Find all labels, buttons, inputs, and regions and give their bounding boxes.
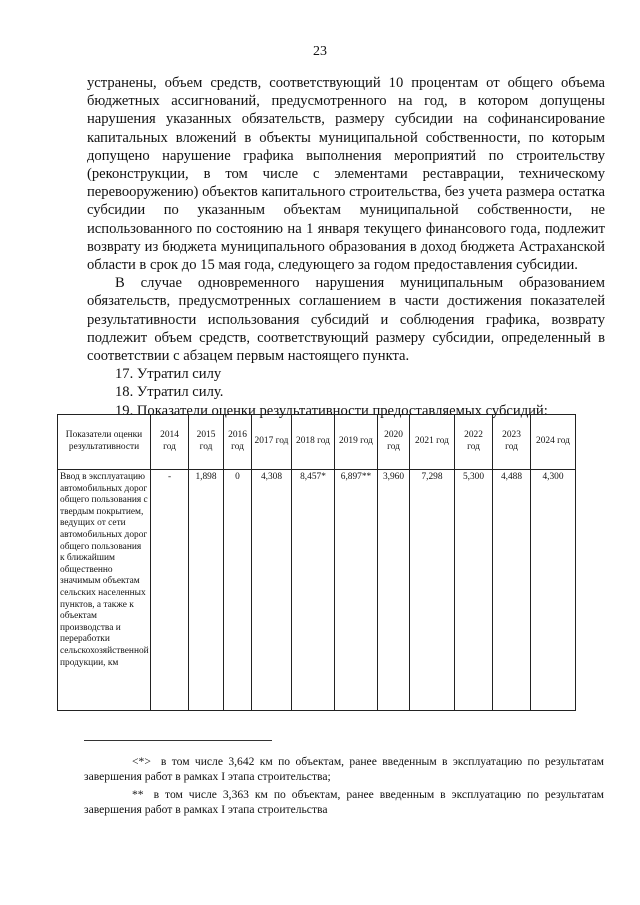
value-cell: - bbox=[151, 470, 189, 711]
footnote bbox=[84, 754, 604, 785]
header-year: 2023 год bbox=[493, 415, 531, 470]
value-cell: 8,457* bbox=[292, 470, 335, 711]
footnotes bbox=[84, 754, 604, 818]
header-year: 2017 год bbox=[252, 415, 292, 470]
footnote-mark: <*> bbox=[132, 755, 151, 768]
footnote bbox=[84, 787, 604, 818]
value-cell: 3,960 bbox=[378, 470, 410, 711]
value-cell: 6,897** bbox=[335, 470, 378, 711]
item-18: 18. Утратил силу. bbox=[115, 384, 224, 401]
item-17: 17. Утратил силу bbox=[115, 366, 222, 383]
table-row bbox=[58, 470, 576, 711]
value-cell: 1,898 bbox=[189, 470, 224, 711]
value-cell: 4,488 bbox=[493, 470, 531, 711]
paragraph-continuation: устранены, объем средств, соответствующий 10 процентам от общего объема бюджетных ассигнований, предусмотренного на год, в котором допущены нарушения указанных обязательств, размеру субсидии на софинансирование капитальных вложений в объекты муниципальной собственности, по которым допущено нарушение графика выполнения мероприятий по строительству (реконструкции, в том числе с элементами реставрации, техническому перевооружению) объектов капитального строительства, без учета размера остатка субсидии по указанным объектам муниципальной собственности, не использованного по состоянию на 1 января текущего финансового года, подлежит возврату из бюджета муниципального образования в доход бюджета Астраханской области в срок до 15 мая года, следующего за годом предоставления субсидии. bbox=[87, 75, 605, 274]
paragraph-simultaneous-violation: В случае одновременного нарушения муниципальным образованием обязательств, предусмотренных соглашением в части достижения показателей результативности использования субсидий и соблюдения графика, возврату подлежит объем средств, соответствующий размеру субсидии, определенный в соответствии с абзацем первым настоящего пункта. bbox=[87, 275, 605, 365]
header-year: 2024 год bbox=[531, 415, 576, 470]
page-number: 23 bbox=[313, 44, 327, 59]
footnote-text: в том числе 3,642 км по объектам, ранее введенным в эксплуатацию по результатам завершения работ в рамках I этапа строительства; bbox=[84, 755, 604, 784]
header-year: 2016 год bbox=[224, 415, 252, 470]
header-year: 2014 год bbox=[151, 415, 189, 470]
indicator-cell: Ввод в эксплуатацию автомобильных дорог общего пользования с твердым покрытием, ведущих от сети автомобильных дорог общего пользования к ближайшим общественно значимым объектам сельских населенных пунктов, а также к объектам производства и переработки сельскохозяйственной продукции, км bbox=[58, 470, 151, 711]
value-cell: 5,300 bbox=[455, 470, 493, 711]
results-indicators-table bbox=[57, 414, 576, 711]
header-year: 2015 год bbox=[189, 415, 224, 470]
header-year: 2019 год bbox=[335, 415, 378, 470]
value-cell: 7,298 bbox=[410, 470, 455, 711]
value-cell: 4,308 bbox=[252, 470, 292, 711]
value-cell: 4,300 bbox=[531, 470, 576, 711]
body-text bbox=[87, 74, 605, 420]
header-year: 2018 год bbox=[292, 415, 335, 470]
header-year: 2021 год bbox=[410, 415, 455, 470]
header-indicator: Показатели оценки результативности bbox=[58, 415, 151, 470]
footnote-divider bbox=[84, 740, 272, 741]
header-year: 2020 год bbox=[378, 415, 410, 470]
header-year: 2022 год bbox=[455, 415, 493, 470]
value-cell: 0 bbox=[224, 470, 252, 711]
footnote-text: в том числе 3,363 км по объектам, ранее введенным в эксплуатацию по результатам завершения работ в рамках I этапа строительства bbox=[84, 787, 604, 817]
table-header-row bbox=[58, 415, 576, 470]
footnote-mark: ** bbox=[132, 787, 144, 801]
item-19: 19. Показатели оценки результативности предоставляемых субсидий: bbox=[115, 402, 548, 419]
